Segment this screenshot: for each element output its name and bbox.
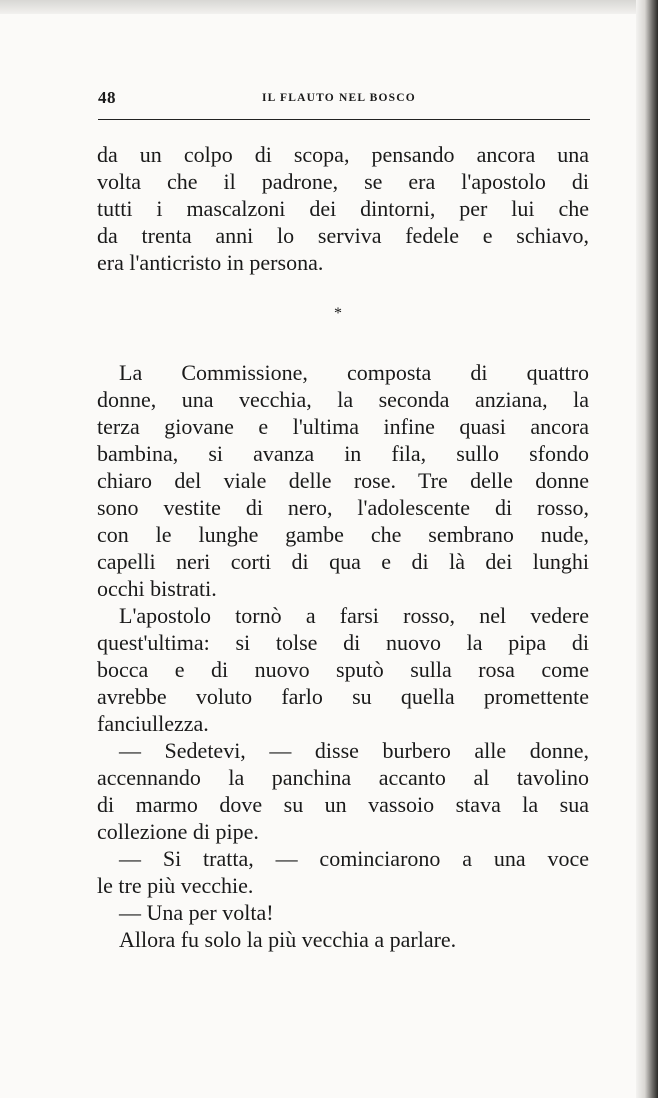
page-number: 48 xyxy=(98,88,116,107)
text-line: quest'ultima: si tolse di nuovo la pipa di xyxy=(97,630,589,655)
book-spine-shadow xyxy=(636,0,658,1098)
text-line: accennando la panchina accanto al tavolino xyxy=(97,765,589,790)
text-line: da trenta anni lo serviva fedele e schiavo, xyxy=(97,223,589,248)
text-line: con le lunghe gambe che sembrano nude, xyxy=(97,522,589,547)
text-line: avrebbe voluto farlo su quella promettente xyxy=(97,684,589,709)
text-line: terza giovane e l'ultima infine quasi ancora xyxy=(97,414,589,439)
text-line: era l'anticristo in persona. xyxy=(97,250,324,275)
text-line: collezione di pipe. xyxy=(97,819,259,844)
page-top-edge xyxy=(0,0,658,14)
text-block-after-break xyxy=(97,359,589,953)
text-line: chiaro del viale delle rose. Tre delle donne xyxy=(97,468,589,493)
text-block-before-break xyxy=(97,141,589,276)
running-title: IL FLAUTO NEL BOSCO xyxy=(262,92,416,104)
paragraph-first-line: — Una per volta! xyxy=(119,900,274,925)
section-break-asterisk: * xyxy=(334,305,342,322)
paragraph-first-line: L'apostolo tornò a farsi rosso, nel vedere xyxy=(119,603,589,628)
paragraph-first-line: — Si tratta, — cominciarono a una voce xyxy=(119,846,589,871)
text-line: capelli neri corti di qua e di là dei lunghi xyxy=(97,549,589,574)
page-header xyxy=(98,88,590,114)
text-line: donne, una vecchia, la seconda anziana, la xyxy=(97,387,589,412)
paragraph-first-line: — Sedetevi, — disse burbero alle donne, xyxy=(119,738,589,763)
text-line: fanciullezza. xyxy=(97,711,209,736)
paragraph-first-line: La Commissione, composta di quattro xyxy=(119,360,589,385)
paragraph-first-line: Allora fu solo la più vecchia a parlare. xyxy=(119,927,457,952)
text-line: volta che il padrone, se era l'apostolo di xyxy=(97,169,589,194)
text-line: di marmo dove su un vassoio stava la sua xyxy=(97,792,589,817)
text-line: bambina, si avanza in fila, sullo sfondo xyxy=(97,441,589,466)
text-line: da un colpo di scopa, pensando ancora una xyxy=(97,142,589,167)
header-rule xyxy=(98,119,590,120)
text-line: tutti i mascalzoni dei dintorni, per lui che xyxy=(97,196,589,221)
text-line: bocca e di nuovo sputò sulla rosa come xyxy=(97,657,589,682)
text-line: le tre più vecchie. xyxy=(97,873,254,898)
text-line: sono vestite di nero, l'adolescente di rosso, xyxy=(97,495,589,520)
text-line: occhi bistrati. xyxy=(97,576,217,601)
